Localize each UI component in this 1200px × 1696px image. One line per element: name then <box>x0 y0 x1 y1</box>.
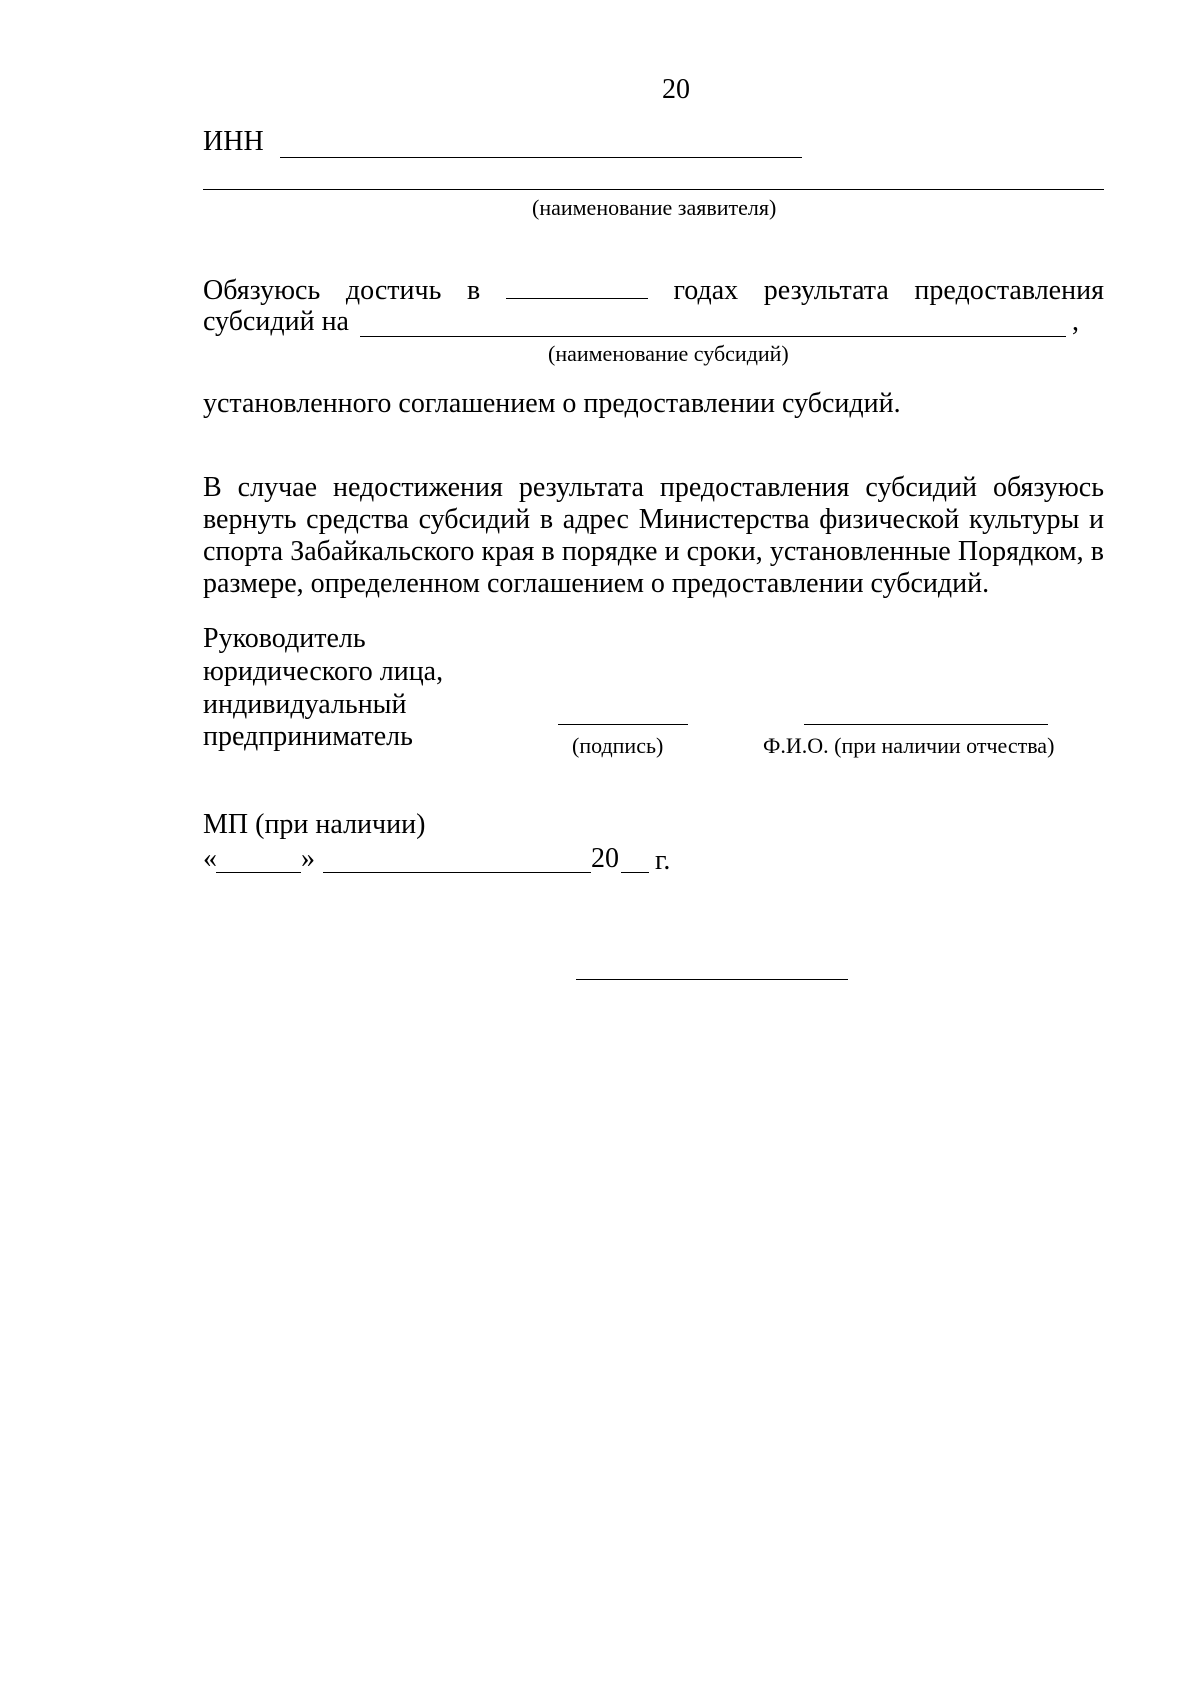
date-year-suffix: г. <box>655 845 671 876</box>
stamp-label: МП (при наличии) <box>203 809 426 840</box>
closing-separator <box>576 979 848 980</box>
date-open-quote: « <box>203 843 217 874</box>
date-year-blank <box>621 872 649 873</box>
signatory-role-line-4: предприниматель <box>203 721 413 752</box>
signature-blank <box>558 724 688 725</box>
signatory-role-line-2: юридического лица, <box>203 656 444 687</box>
commitment-word-5: результата <box>763 275 889 306</box>
refund-paragraph: В случае недостижения результата предоставления субсидий обязуюсь вернуть средства субсидий в адрес Министерства физической культуры и спорта Забайкальского края в порядке и сроки, установленные Порядком, в размере, определенном соглашением о предоставлении субсидий. <box>203 472 1104 599</box>
applicant-caption: (наименование заявителя) <box>532 195 777 220</box>
applicant-name-blank <box>203 189 1104 190</box>
signatory-role-line-1: Руководитель <box>203 623 366 654</box>
years-blank <box>506 274 648 299</box>
subsidy-caption: (наименование субсидий) <box>548 341 789 366</box>
commitment-line-3: установленного соглашением о предоставлении субсидий. <box>203 388 901 419</box>
full-name-blank <box>804 724 1048 725</box>
commitment-word-4: годах <box>673 275 739 306</box>
commitment-word-2: достичь <box>345 275 442 306</box>
commitment-line-2-prefix: субсидий на <box>203 306 349 337</box>
inn-blank <box>280 157 802 158</box>
date-month-blank <box>323 872 591 873</box>
full-name-caption: Ф.И.О. (при наличии отчества) <box>763 733 1055 758</box>
commitment-word-6: предоставления <box>914 275 1104 306</box>
date-day-blank <box>216 872 301 873</box>
signatory-role-line-3: индивидуальный <box>203 689 407 720</box>
commitment-line-1 <box>203 274 1104 307</box>
page-number: 20 <box>662 74 690 105</box>
commitment-line-2-suffix: , <box>1072 306 1079 337</box>
inn-label: ИНН <box>203 126 264 157</box>
commitment-word-1: Обязуюсь <box>203 275 321 306</box>
date-close-quote: » <box>301 843 315 874</box>
commitment-word-3: в <box>466 275 481 306</box>
subsidy-name-blank <box>360 336 1066 337</box>
date-year-prefix: 20 <box>591 843 619 874</box>
signature-caption: (подпись) <box>572 733 664 758</box>
